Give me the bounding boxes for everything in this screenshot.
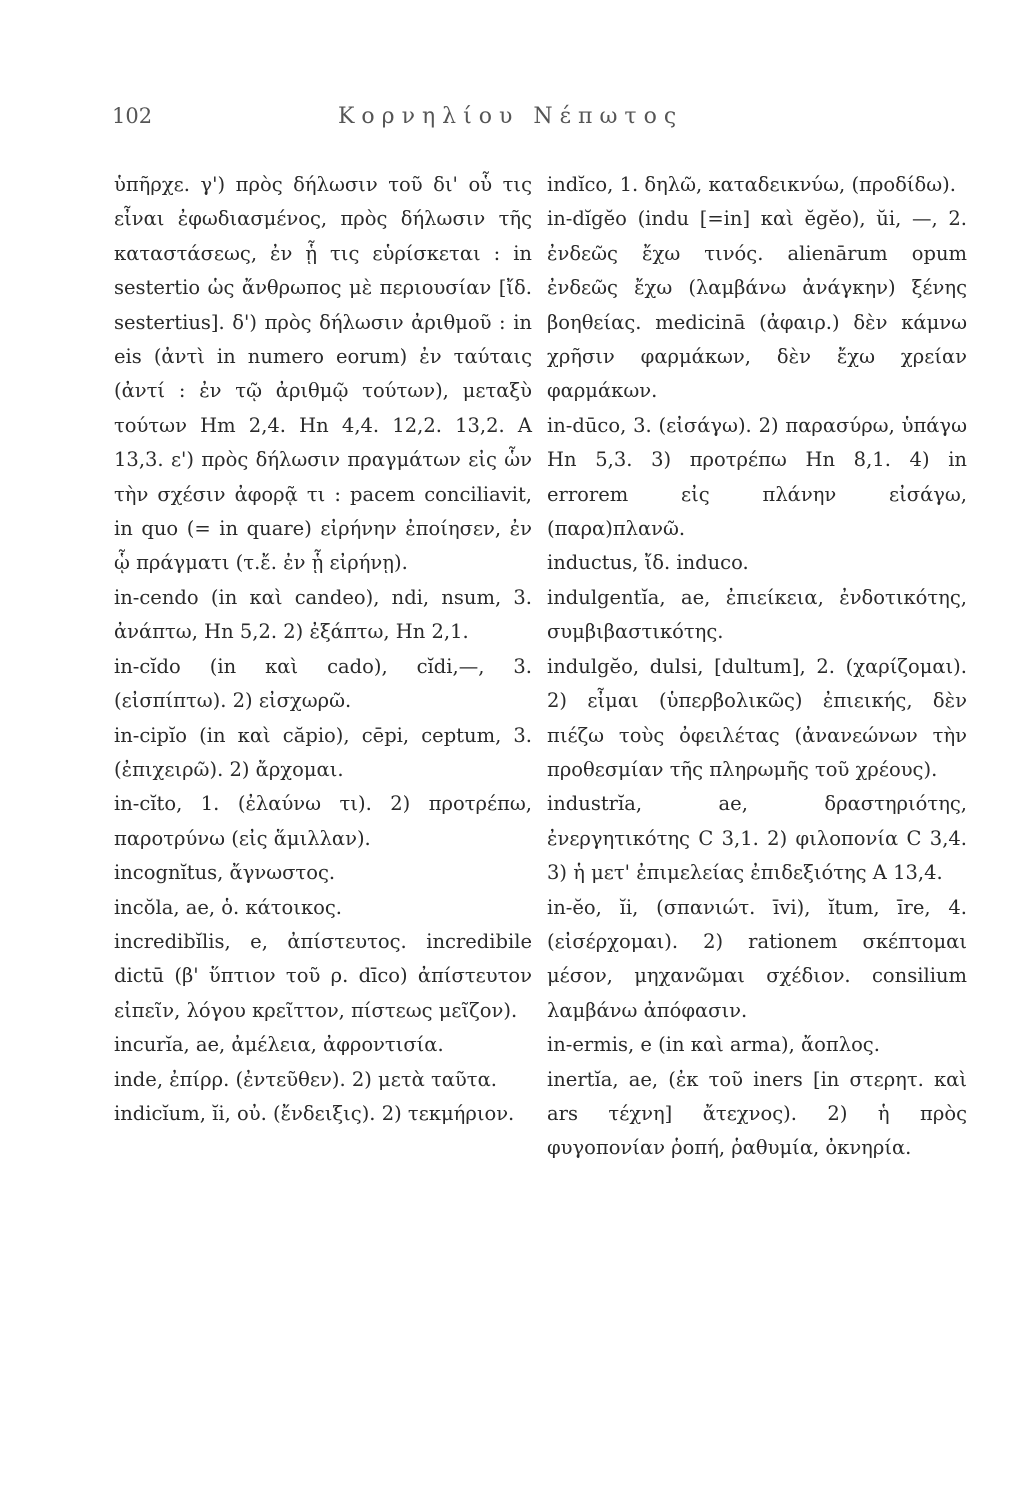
dictionary-entry: indulgĕo, dulsi, [dultum], 2. (χαρίζομαι). 2) εἶμαι (ὑπερβολικῶς) ἐπιεικής, δὲν πιέζω τοὺς ὀφειλέτας (ἀνανεώνων τὴν προθεσμίαν τῆς πληρωμῆς τοῦ χρέους). (547, 654, 967, 781)
dictionary-entry: inertĭa, ae, (ἐκ τοῦ iners [in στερητ. καὶ ars τέχνη] ἄτεχνος). 2) ἡ πρὸς φυγοπονίαν ῥοπή, ῥαθυμία, ὀκνηρία. (547, 1067, 967, 1160)
dictionary-entry: ὑπῆρχε. γ') πρὸς δήλωσιν τοῦ δι' οὗ τις εἶναι ἐφωδιασμένος, πρὸς δήλωσιν τῆς καταστάσεως, ἐν ᾗ τις εὑρίσκεται : in sestertio ὡς ἄνθρωπος μὲ περιουσίαν [ἴδ. sestertius]. δ') πρὸς δήλωσιν ἀριθμοῦ : in eis (ἀντὶ in numero eorum) ἐν ταύταις (ἀντί : ἐν τῷ ἀριθμῷ τούτων), μεταξὺ τούτων Hm 2,4. Hn 4,4. 12,2. 13,2. A 13,3. ε') πρὸς δήλωσιν πραγμάτων εἰς ὧν τὴν σχέσιν ἀφορᾷ τι : pacem conciliavit, in quo (= in quare) εἰρήνην ἐποίησεν, ἐν ᾧ πράγματι (τ.ἔ. ἐν ᾗ εἰρήνῃ). (114, 173, 532, 575)
right-column (547, 168, 967, 1166)
dictionary-entry: in-cipĭo (in καὶ căpio), cēpi, ceptum, 3. (ἐπιχειρῶ). 2) ἄρχομαι. (114, 723, 532, 781)
dictionary-entry: in-ermis, e (in καὶ arma), ἄοπλος. (547, 1033, 880, 1057)
dictionary-entry: inductus, ἴδ. induco. (547, 551, 749, 575)
dictionary-entry: industrĭa, ae, δραστηριότης, ἐνεργητικότης C 3,1. 2) φιλοπονία C 3,4. 3) ἡ μετ' ἐπιμελείας ἐπιδεξιότης A 13,4. (547, 792, 967, 885)
page-header (0, 104, 1017, 140)
dictionary-entry: in-cĭto, 1. (ἐλαύνω τι). 2) προτρέπω, παροτρύνω (εἰς ἅμιλλαν). (114, 792, 532, 850)
page-number: 102 (112, 104, 153, 128)
dictionary-entry: incurĭa, ae, ἀμέλεια, ἀφροντισία. (114, 1033, 444, 1057)
dictionary-entry: indĭco, 1. δηλῶ, καταδεικνύω, (προδίδω). (547, 173, 956, 196)
dictionary-entry: in-dūco, 3. (εἰσάγω). 2) παρασύρω, ὑπάγω Hn 5,3. 3) προτρέπω Hn 8,1. 4) in errorem εἰς πλάνην εἰσάγω, (παρα)πλανῶ. (547, 413, 967, 541)
dictionary-entry: incŏla, ae, ὁ. κάτοικος. (114, 895, 342, 919)
dictionary-entry: in-cendo (in καὶ candeo), ndi, nsum, 3. ἀνάπτω, Hn 5,2. 2) ἐξάπτω, Hn 2,1. (114, 585, 532, 644)
dictionary-entry: indulgentĭa, ae, ἐπιείκεια, ἐνδοτικότης, συμβιβαστικότης. (547, 585, 967, 644)
dictionary-entry: in-dĭgĕo (indu [=in] καὶ ĕgĕo), ŭi, —, 2. ἐνδεῶς ἔχω τινός. alienārum opum ἐνδεῶς ἔχω (λαμβάνω ἀνάγκην) ξένης βοηθείας. medicinā (ἀφαιρ.) δὲν κάμνω χρῆσιν φαρμάκων, δὲν ἔχω χρείαν φαρμάκων. (547, 207, 967, 403)
dictionary-entry: indicĭum, ĭi, οὐ. (ἔνδειξις). 2) τεκμήριον. (114, 1101, 515, 1125)
dictionary-entry: inde, ἐπίρρ. (ἐντεῦθεν). 2) μετὰ ταῦτα. (114, 1067, 497, 1091)
running-title: Κορνηλίου Νέπωτος (338, 104, 684, 129)
dictionary-entry: incognĭtus, ἄγνωστος. (114, 861, 336, 885)
dictionary-entry: in-cĭdo (in καὶ cado), cĭdi,—, 3. (εἰσπίπτω). 2) εἰσχωρῶ. (114, 654, 532, 713)
dictionary-entry: incredibĭlis, e, ἀπίστευτος. incredibile dictū (β' ὕπτιον τοῦ ρ. dīco) ἀπίστευτον εἰπεῖν, λόγου κρεῖττον, πίστεως μεῖζον). (114, 929, 532, 1022)
left-column (114, 168, 532, 1131)
dictionary-entry: in-ĕo, ĭi, (σπανιώτ. īvi), ĭtum, īre, 4. (εἰσέρχομαι). 2) rationem σκέπτομαι μέσον, μηχανῶμαι σχέδιον. consilium λαμβάνω ἀπόφασιν. (547, 895, 967, 1022)
